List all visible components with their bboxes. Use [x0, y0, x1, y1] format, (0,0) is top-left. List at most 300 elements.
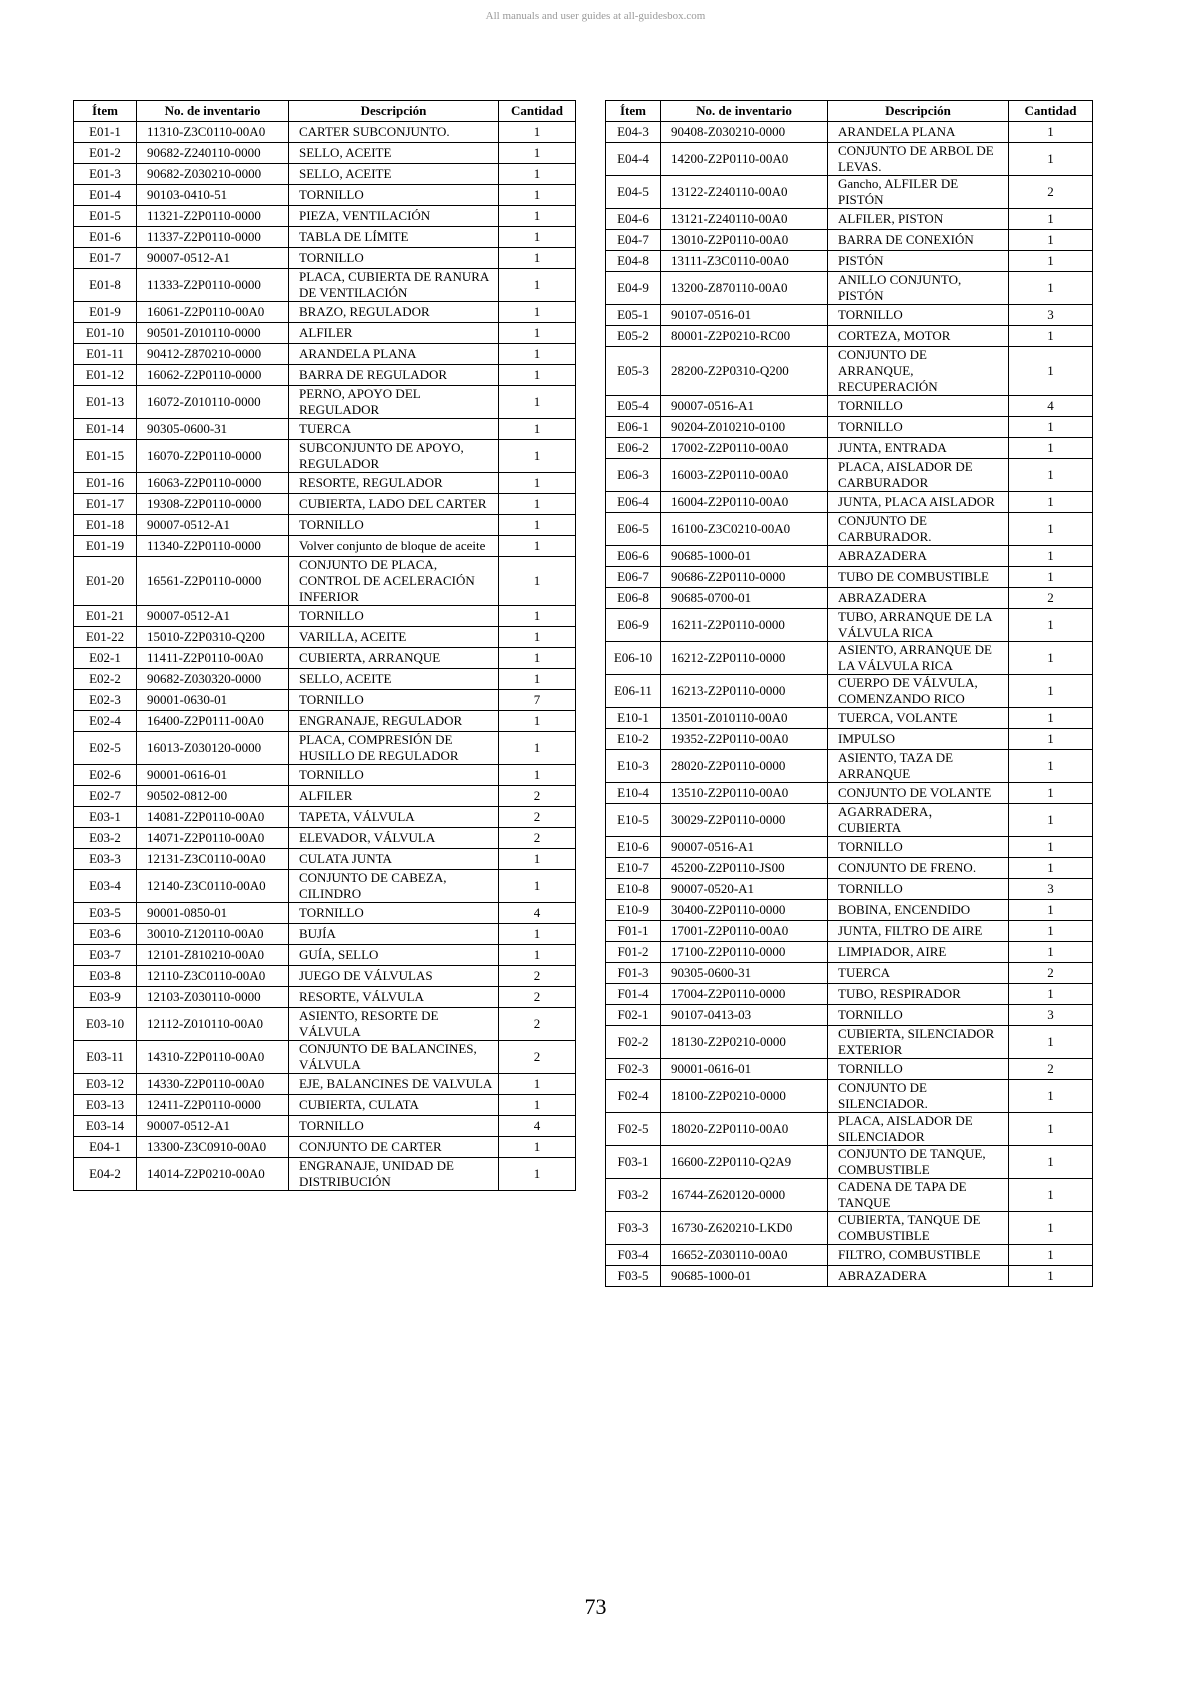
quantity-cell: 1 — [1009, 1266, 1093, 1287]
inventory-cell: 14014-Z2P0210-00A0 — [137, 1158, 289, 1191]
item-cell: E10-5 — [606, 804, 661, 837]
quantity-cell: 1 — [499, 1158, 576, 1191]
inventory-cell: 13300-Z3C0910-00A0 — [137, 1137, 289, 1158]
table-row — [74, 711, 576, 732]
inventory-cell: 17004-Z2P0110-0000 — [661, 984, 828, 1005]
description-cell: SELLO, ACEITE — [289, 143, 499, 164]
description-cell: TORNILLO — [828, 396, 1009, 417]
inventory-cell: 16400-Z2P0111-00A0 — [137, 711, 289, 732]
table-row — [606, 984, 1093, 1005]
item-cell: E02-5 — [74, 732, 137, 765]
inventory-cell: 90001-0850-01 — [137, 903, 289, 924]
inventory-cell: 30010-Z120110-00A0 — [137, 924, 289, 945]
description-cell: TABLA DE LÍMITE — [289, 227, 499, 248]
quantity-cell: 1 — [1009, 272, 1093, 305]
description-cell: Volver conjunto de bloque de aceite — [289, 536, 499, 557]
item-cell: E03-6 — [74, 924, 137, 945]
inventory-cell: 90305-0600-31 — [137, 419, 289, 440]
quantity-cell: 1 — [499, 1074, 576, 1095]
table-row — [74, 1008, 576, 1041]
quantity-cell: 1 — [499, 206, 576, 227]
quantity-cell: 1 — [499, 945, 576, 966]
item-cell: F01-4 — [606, 984, 661, 1005]
quantity-cell: 4 — [499, 903, 576, 924]
item-cell: E03-10 — [74, 1008, 137, 1041]
quantity-cell: 4 — [1009, 396, 1093, 417]
table-row — [606, 879, 1093, 900]
inventory-cell: 14071-Z2P0110-00A0 — [137, 828, 289, 849]
header-quantity: Cantidad — [499, 101, 576, 122]
quantity-cell: 1 — [1009, 984, 1093, 1005]
table-row — [74, 903, 576, 924]
description-cell: Gancho, ALFILER DE PISTÓN — [828, 176, 1009, 209]
description-cell: JUNTA, FILTRO DE AIRE — [828, 921, 1009, 942]
inventory-cell: 17001-Z2P0110-00A0 — [661, 921, 828, 942]
table-row — [74, 1095, 576, 1116]
description-cell: TORNILLO — [828, 1059, 1009, 1080]
item-cell: E01-8 — [74, 269, 137, 302]
inventory-cell: 28200-Z2P0310-Q200 — [661, 347, 828, 396]
quantity-cell: 1 — [1009, 1212, 1093, 1245]
quantity-cell: 1 — [499, 494, 576, 515]
inventory-cell: 30400-Z2P0110-0000 — [661, 900, 828, 921]
item-cell: E06-8 — [606, 588, 661, 609]
inventory-cell: 14081-Z2P0110-00A0 — [137, 807, 289, 828]
inventory-cell: 90107-0413-03 — [661, 1005, 828, 1026]
table-row — [74, 606, 576, 627]
item-cell: E06-2 — [606, 438, 661, 459]
inventory-cell: 16003-Z2P0110-00A0 — [661, 459, 828, 492]
description-cell: ASIENTO, RESORTE DE VÁLVULA — [289, 1008, 499, 1041]
description-cell: AGARRADERA，CUBIERTA — [828, 804, 1009, 837]
quantity-cell: 1 — [499, 536, 576, 557]
description-cell: TUERCA — [828, 963, 1009, 984]
item-cell: F03-5 — [606, 1266, 661, 1287]
table-row — [74, 440, 576, 473]
table-row — [606, 588, 1093, 609]
inventory-cell: 17100-Z2P0110-0000 — [661, 942, 828, 963]
table-row — [606, 783, 1093, 804]
description-cell: TORNILLO — [289, 515, 499, 536]
quantity-cell: 4 — [499, 1116, 576, 1137]
item-cell: E03-2 — [74, 828, 137, 849]
description-cell: ASIENTO, ARRANQUE DE LA VÁLVULA RICA — [828, 642, 1009, 675]
table-row — [606, 1212, 1093, 1245]
description-cell: ARANDELA PLANA — [828, 122, 1009, 143]
table-row — [606, 492, 1093, 513]
inventory-cell: 90007-0516-A1 — [661, 837, 828, 858]
table-row — [606, 209, 1093, 230]
item-cell: E03-4 — [74, 870, 137, 903]
quantity-cell: 1 — [499, 606, 576, 627]
description-cell: RESORTE, VÁLVULA — [289, 987, 499, 1008]
quantity-cell: 1 — [499, 849, 576, 870]
item-cell: E06-5 — [606, 513, 661, 546]
quantity-cell: 1 — [499, 1137, 576, 1158]
inventory-cell: 80001-Z2P0210-RC00 — [661, 326, 828, 347]
item-cell: E01-4 — [74, 185, 137, 206]
inventory-cell: 11340-Z2P0110-0000 — [137, 536, 289, 557]
description-cell: CORTEZA, MOTOR — [828, 326, 1009, 347]
quantity-cell: 1 — [499, 248, 576, 269]
inventory-cell: 13010-Z2P0110-00A0 — [661, 230, 828, 251]
description-cell: TORNILLO — [289, 1116, 499, 1137]
inventory-cell: 45200-Z2P0110-JS00 — [661, 858, 828, 879]
quantity-cell: 1 — [1009, 1146, 1093, 1179]
quantity-cell: 1 — [1009, 675, 1093, 708]
table-row — [74, 344, 576, 365]
item-cell: F02-3 — [606, 1059, 661, 1080]
quantity-cell: 1 — [1009, 750, 1093, 783]
table-row — [74, 924, 576, 945]
item-cell: E01-1 — [74, 122, 137, 143]
quantity-cell: 1 — [499, 1095, 576, 1116]
quantity-cell: 1 — [499, 924, 576, 945]
description-cell: JUEGO DE VÁLVULAS — [289, 966, 499, 987]
table-row — [606, 708, 1093, 729]
table-row — [74, 849, 576, 870]
item-cell: E01-12 — [74, 365, 137, 386]
table-row — [74, 206, 576, 227]
table-row — [74, 1158, 576, 1191]
inventory-cell: 90685-1000-01 — [661, 546, 828, 567]
inventory-cell: 14310-Z2P0110-00A0 — [137, 1041, 289, 1074]
item-cell: E06-11 — [606, 675, 661, 708]
table-row — [74, 690, 576, 711]
table-row — [74, 987, 576, 1008]
table-body-left — [74, 122, 576, 1191]
description-cell: PERNO, APOYO DEL REGULADOR — [289, 386, 499, 419]
item-cell: E05-2 — [606, 326, 661, 347]
item-cell: E03-8 — [74, 966, 137, 987]
description-cell: CONJUNTO DE CARBURADOR. — [828, 513, 1009, 546]
inventory-cell: 18130-Z2P0210-0000 — [661, 1026, 828, 1059]
inventory-cell: 90685-1000-01 — [661, 1266, 828, 1287]
item-cell: E03-11 — [74, 1041, 137, 1074]
inventory-cell: 90107-0516-01 — [661, 305, 828, 326]
inventory-cell: 90682-Z030210-0000 — [137, 164, 289, 185]
description-cell: ALFILER, PISTON — [828, 209, 1009, 230]
description-cell: CONJUNTO DE CARTER — [289, 1137, 499, 1158]
quantity-cell: 1 — [1009, 783, 1093, 804]
inventory-cell: 16213-Z2P0110-0000 — [661, 675, 828, 708]
item-cell: E02-2 — [74, 669, 137, 690]
description-cell: CONJUNTO DE SILENCIADOR. — [828, 1080, 1009, 1113]
item-cell: E03-12 — [74, 1074, 137, 1095]
quantity-cell: 1 — [499, 765, 576, 786]
table-body-right — [606, 122, 1093, 1287]
quantity-cell: 2 — [1009, 963, 1093, 984]
table-row — [606, 729, 1093, 750]
item-cell: E01-19 — [74, 536, 137, 557]
header-quantity: Cantidad — [1009, 101, 1093, 122]
table-row — [606, 513, 1093, 546]
inventory-cell: 18020-Z2P0110-00A0 — [661, 1113, 828, 1146]
item-cell: F03-4 — [606, 1245, 661, 1266]
item-cell: E01-5 — [74, 206, 137, 227]
quantity-cell: 1 — [1009, 858, 1093, 879]
inventory-cell: 13121-Z240110-00A0 — [661, 209, 828, 230]
watermark: All manuals and user guides at all-guidesbox.com — [485, 10, 706, 22]
inventory-cell: 28020-Z2P0110-0000 — [661, 750, 828, 783]
item-cell: F01-2 — [606, 942, 661, 963]
inventory-cell: 11333-Z2P0110-0000 — [137, 269, 289, 302]
table-row — [74, 473, 576, 494]
description-cell: CONJUNTO DE BALANCINES, VÁLVULA — [289, 1041, 499, 1074]
item-cell: F01-1 — [606, 921, 661, 942]
item-cell: E01-6 — [74, 227, 137, 248]
table-row — [74, 323, 576, 344]
table-row — [74, 945, 576, 966]
item-cell: F03-2 — [606, 1179, 661, 1212]
quantity-cell: 1 — [499, 648, 576, 669]
item-cell: E04-4 — [606, 143, 661, 176]
description-cell: BARRA DE REGULADOR — [289, 365, 499, 386]
quantity-cell: 2 — [499, 966, 576, 987]
inventory-cell: 11310-Z3C0110-00A0 — [137, 122, 289, 143]
item-cell: E04-7 — [606, 230, 661, 251]
description-cell: CULATA JUNTA — [289, 849, 499, 870]
quantity-cell: 3 — [1009, 305, 1093, 326]
item-cell: E04-5 — [606, 176, 661, 209]
table-row — [74, 648, 576, 669]
quantity-cell: 2 — [1009, 588, 1093, 609]
table-row — [606, 609, 1093, 642]
description-cell: ALFILER — [289, 786, 499, 807]
item-cell: E02-7 — [74, 786, 137, 807]
inventory-cell: 17002-Z2P0110-00A0 — [661, 438, 828, 459]
description-cell: TORNILLO — [828, 837, 1009, 858]
item-cell: E06-4 — [606, 492, 661, 513]
table-row — [74, 1116, 576, 1137]
table-row — [74, 828, 576, 849]
quantity-cell: 1 — [499, 732, 576, 765]
quantity-cell: 2 — [499, 807, 576, 828]
table-row — [74, 627, 576, 648]
table-row — [606, 642, 1093, 675]
item-cell: E01-10 — [74, 323, 137, 344]
quantity-cell: 1 — [1009, 642, 1093, 675]
inventory-cell: 90412-Z870210-0000 — [137, 344, 289, 365]
item-cell: E01-16 — [74, 473, 137, 494]
quantity-cell: 1 — [1009, 326, 1093, 347]
description-cell: TUERCA, VOLANTE — [828, 708, 1009, 729]
inventory-cell: 90103-0410-51 — [137, 185, 289, 206]
item-cell: E01-3 — [74, 164, 137, 185]
description-cell: PLACA, CUBIERTA DE RANURA DE VENTILACIÓN — [289, 269, 499, 302]
table-row — [74, 227, 576, 248]
inventory-cell: 12103-Z030110-0000 — [137, 987, 289, 1008]
table-row — [74, 164, 576, 185]
table-row — [606, 858, 1093, 879]
table-row — [74, 143, 576, 164]
description-cell: CADENA DE TAPA DE TANQUE — [828, 1179, 1009, 1212]
description-cell: TORNILLO — [289, 185, 499, 206]
quantity-cell: 1 — [1009, 1245, 1093, 1266]
table-row — [606, 1113, 1093, 1146]
description-cell: CUERPO DE VÁLVULA, COMENZANDO RICO — [828, 675, 1009, 708]
inventory-cell: 11321-Z2P0110-0000 — [137, 206, 289, 227]
quantity-cell: 1 — [1009, 708, 1093, 729]
quantity-cell: 1 — [1009, 1080, 1093, 1113]
quantity-cell: 1 — [499, 302, 576, 323]
quantity-cell: 1 — [499, 365, 576, 386]
inventory-cell: 16212-Z2P0110-0000 — [661, 642, 828, 675]
table-row — [74, 248, 576, 269]
description-cell: LIMPIADOR, AIRE — [828, 942, 1009, 963]
quantity-cell: 1 — [1009, 1179, 1093, 1212]
quantity-cell: 1 — [1009, 729, 1093, 750]
table-row — [606, 417, 1093, 438]
description-cell: CONJUNTO DE TANQUE, COMBUSTIBLE — [828, 1146, 1009, 1179]
item-cell: E01-7 — [74, 248, 137, 269]
parts-table-right — [605, 100, 1093, 1287]
inventory-cell: 90001-0616-01 — [137, 765, 289, 786]
quantity-cell: 1 — [1009, 347, 1093, 396]
quantity-cell: 1 — [1009, 459, 1093, 492]
description-cell: TUBO, RESPIRADOR — [828, 984, 1009, 1005]
inventory-cell: 16004-Z2P0110-00A0 — [661, 492, 828, 513]
quantity-cell: 1 — [1009, 609, 1093, 642]
description-cell: EJE, BALANCINES DE VALVULA — [289, 1074, 499, 1095]
table-row — [606, 1266, 1093, 1287]
item-cell: E01-14 — [74, 419, 137, 440]
quantity-cell: 3 — [1009, 879, 1093, 900]
table-row — [606, 438, 1093, 459]
inventory-cell: 90501-Z010110-0000 — [137, 323, 289, 344]
header-description: Descripción — [828, 101, 1009, 122]
quantity-cell: 1 — [499, 473, 576, 494]
inventory-cell: 12112-Z010110-00A0 — [137, 1008, 289, 1041]
table-row — [606, 1026, 1093, 1059]
description-cell: ARANDELA PLANA — [289, 344, 499, 365]
table-row — [74, 365, 576, 386]
item-cell: E01-2 — [74, 143, 137, 164]
item-cell: F02-4 — [606, 1080, 661, 1113]
description-cell: CONJUNTO DE CABEZA, CILINDRO — [289, 870, 499, 903]
quantity-cell: 1 — [499, 143, 576, 164]
quantity-cell: 1 — [499, 627, 576, 648]
table-row — [606, 567, 1093, 588]
item-cell: E10-4 — [606, 783, 661, 804]
inventory-cell: 18100-Z2P0210-0000 — [661, 1080, 828, 1113]
inventory-cell: 16062-Z2P0110-0000 — [137, 365, 289, 386]
item-cell: E05-4 — [606, 396, 661, 417]
quantity-cell: 2 — [499, 1008, 576, 1041]
description-cell: RESORTE, REGULADOR — [289, 473, 499, 494]
table-row — [606, 272, 1093, 305]
table-row — [606, 963, 1093, 984]
inventory-cell: 16061-Z2P0110-00A0 — [137, 302, 289, 323]
inventory-cell: 16744-Z620120-0000 — [661, 1179, 828, 1212]
item-cell: E01-15 — [74, 440, 137, 473]
table-row — [606, 1005, 1093, 1026]
item-cell: F02-1 — [606, 1005, 661, 1026]
quantity-cell: 1 — [1009, 417, 1093, 438]
item-cell: E02-6 — [74, 765, 137, 786]
header-description: Descripción — [289, 101, 499, 122]
quantity-cell: 1 — [499, 227, 576, 248]
inventory-cell: 90305-0600-31 — [661, 963, 828, 984]
table-row — [606, 1059, 1093, 1080]
table-row — [74, 1137, 576, 1158]
table-row — [74, 669, 576, 690]
description-cell: TORNILLO — [289, 690, 499, 711]
item-cell: F01-3 — [606, 963, 661, 984]
description-cell: BARRA DE CONEXIÓN — [828, 230, 1009, 251]
quantity-cell: 2 — [499, 828, 576, 849]
table-row — [606, 750, 1093, 783]
description-cell: TORNILLO — [289, 903, 499, 924]
inventory-cell: 90007-0512-A1 — [137, 515, 289, 536]
description-cell: TORNILLO — [289, 248, 499, 269]
description-cell: IMPULSO — [828, 729, 1009, 750]
description-cell: PLACA, AISLADOR DE SILENCIADOR — [828, 1113, 1009, 1146]
table-row — [74, 515, 576, 536]
inventory-cell: 90408-Z030210-0000 — [661, 122, 828, 143]
inventory-cell: 16211-Z2P0110-0000 — [661, 609, 828, 642]
item-cell: E04-6 — [606, 209, 661, 230]
item-cell: E04-9 — [606, 272, 661, 305]
inventory-cell: 12110-Z3C0110-00A0 — [137, 966, 289, 987]
header-inventory: No. de inventario — [137, 101, 289, 122]
inventory-cell: 16100-Z3C0210-00A0 — [661, 513, 828, 546]
item-cell: F03-1 — [606, 1146, 661, 1179]
item-cell: E06-6 — [606, 546, 661, 567]
inventory-cell: 90204-Z010210-0100 — [661, 417, 828, 438]
inventory-cell: 13510-Z2P0110-00A0 — [661, 783, 828, 804]
inventory-cell: 12131-Z3C0110-00A0 — [137, 849, 289, 870]
description-cell: TAPETA, VÁLVULA — [289, 807, 499, 828]
item-cell: E06-3 — [606, 459, 661, 492]
table-row — [74, 269, 576, 302]
quantity-cell: 1 — [1009, 438, 1093, 459]
table-row — [606, 675, 1093, 708]
item-cell: E03-9 — [74, 987, 137, 1008]
quantity-cell: 1 — [499, 669, 576, 690]
quantity-cell: 1 — [499, 515, 576, 536]
description-cell: JUNTA, PLACA AISLADOR — [828, 492, 1009, 513]
item-cell: E10-6 — [606, 837, 661, 858]
inventory-cell: 16561-Z2P0110-0000 — [137, 557, 289, 606]
table-header-row — [74, 101, 576, 122]
table-row — [606, 122, 1093, 143]
inventory-cell: 15010-Z2P0310-Q200 — [137, 627, 289, 648]
item-cell: E06-1 — [606, 417, 661, 438]
table-row — [74, 419, 576, 440]
item-cell: E02-3 — [74, 690, 137, 711]
table-row — [74, 122, 576, 143]
item-cell: E04-3 — [606, 122, 661, 143]
item-cell: E05-1 — [606, 305, 661, 326]
description-cell: CONJUNTO DE PLACA, CONTROL DE ACELERACIÓN INFERIOR — [289, 557, 499, 606]
item-cell: F02-2 — [606, 1026, 661, 1059]
item-cell: E03-5 — [74, 903, 137, 924]
item-cell: E02-4 — [74, 711, 137, 732]
description-cell: ABRAZADERA — [828, 1266, 1009, 1287]
item-cell: E10-1 — [606, 708, 661, 729]
item-cell: E01-11 — [74, 344, 137, 365]
quantity-cell: 1 — [1009, 546, 1093, 567]
inventory-cell: 13122-Z240110-00A0 — [661, 176, 828, 209]
description-cell: ELEVADOR, VÁLVULA — [289, 828, 499, 849]
quantity-cell: 1 — [1009, 900, 1093, 921]
table-row — [606, 396, 1093, 417]
inventory-cell: 16652-Z030110-00A0 — [661, 1245, 828, 1266]
table-header-row — [606, 101, 1093, 122]
table-row — [606, 459, 1093, 492]
quantity-cell: 1 — [499, 344, 576, 365]
